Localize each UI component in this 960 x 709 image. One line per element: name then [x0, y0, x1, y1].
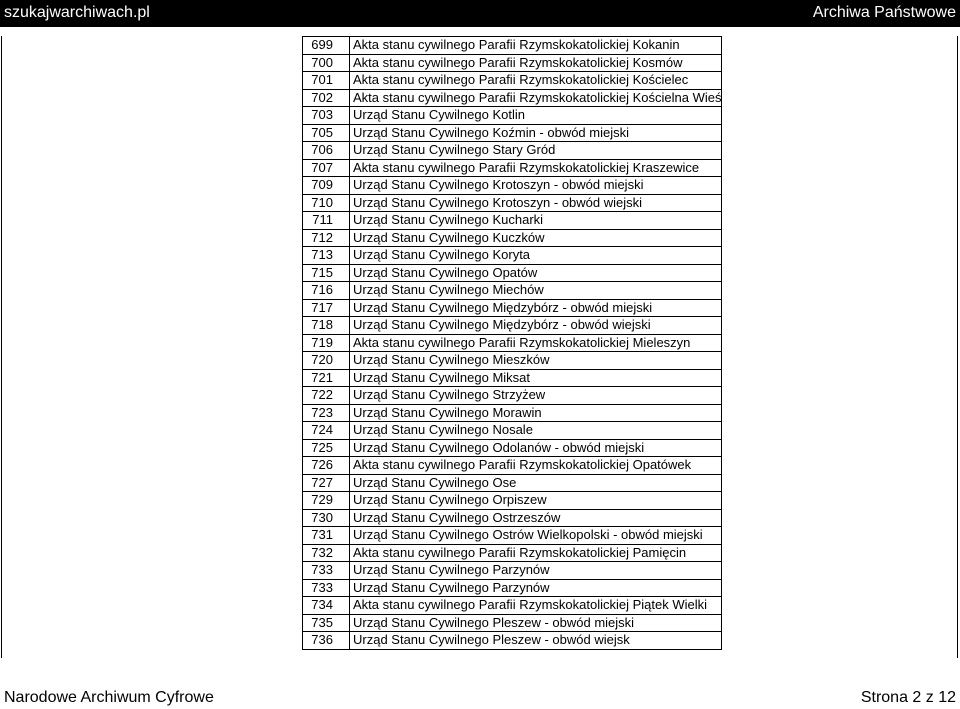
record-name: Urząd Stanu Cywilnego Ostrów Wielkopolski - obwód miejski: [350, 527, 722, 545]
table-row: [303, 264, 722, 282]
record-number: 731: [303, 527, 350, 545]
record-name: Urząd Stanu Cywilnego Miksat: [350, 369, 722, 387]
table-row: [303, 299, 722, 317]
table-row: [303, 282, 722, 300]
record-name: Urząd Stanu Cywilnego Kucharki: [350, 212, 722, 230]
record-name: Urząd Stanu Cywilnego Parzynów: [350, 562, 722, 580]
table-row: [303, 54, 722, 72]
record-number: 713: [303, 247, 350, 265]
record-name: Urząd Stanu Cywilnego Stary Gród: [350, 142, 722, 160]
table-row: [303, 159, 722, 177]
table-row: [303, 632, 722, 650]
left-rule: [1, 36, 2, 658]
table-row: [303, 562, 722, 580]
record-number: 719: [303, 334, 350, 352]
record-name: Akta stanu cywilnego Parafii Rzymskokatolickiej Kościelec: [350, 72, 722, 90]
table-row: [303, 422, 722, 440]
table-row: [303, 544, 722, 562]
records-table: [302, 36, 722, 650]
table-row: [303, 439, 722, 457]
record-name: Urząd Stanu Cywilnego Strzyżew: [350, 387, 722, 405]
record-name: Akta stanu cywilnego Parafii Rzymskokatolickiej Piątek Wielki: [350, 597, 722, 615]
table-row: [303, 124, 722, 142]
record-name: Urząd Stanu Cywilnego Koźmin - obwód miejski: [350, 124, 722, 142]
record-number: 710: [303, 194, 350, 212]
record-name: Urząd Stanu Cywilnego Kuczków: [350, 229, 722, 247]
table-row: [303, 89, 722, 107]
header-bar: [0, 0, 960, 27]
table-row: [303, 492, 722, 510]
record-number: 706: [303, 142, 350, 160]
table-row: [303, 317, 722, 335]
record-name: Urząd Stanu Cywilnego Ostrzeszów: [350, 509, 722, 527]
record-number: 699: [303, 37, 350, 55]
record-name: Akta stanu cywilnego Parafii Rzymskokatolickiej Kraszewice: [350, 159, 722, 177]
record-number: 721: [303, 369, 350, 387]
footer-organization: Narodowe Archiwum Cyfrowe: [4, 689, 214, 706]
record-number: 732: [303, 544, 350, 562]
record-name: Urząd Stanu Cywilnego Nosale: [350, 422, 722, 440]
record-number: 707: [303, 159, 350, 177]
record-number: 712: [303, 229, 350, 247]
record-number: 736: [303, 632, 350, 650]
table-row: [303, 142, 722, 160]
table-row: [303, 177, 722, 195]
record-name: Urząd Stanu Cywilnego Międzybórz - obwód miejski: [350, 299, 722, 317]
record-name: Akta stanu cywilnego Parafii Rzymskokatolickiej Opatówek: [350, 457, 722, 475]
record-name: Urząd Stanu Cywilnego Międzybórz - obwód wiejski: [350, 317, 722, 335]
record-name: Urząd Stanu Cywilnego Miechów: [350, 282, 722, 300]
record-name: Urząd Stanu Cywilnego Krotoszyn - obwód wiejski: [350, 194, 722, 212]
record-name: Urząd Stanu Cywilnego Morawin: [350, 404, 722, 422]
record-number: 700: [303, 54, 350, 72]
record-name: Urząd Stanu Cywilnego Opatów: [350, 264, 722, 282]
table-row: [303, 597, 722, 615]
record-name: Urząd Stanu Cywilnego Koryta: [350, 247, 722, 265]
record-name: Urząd Stanu Cywilnego Parzynów: [350, 579, 722, 597]
table-row: [303, 247, 722, 265]
table-row: [303, 107, 722, 125]
record-name: Akta stanu cywilnego Parafii Rzymskokatolickiej Pamięcin: [350, 544, 722, 562]
table-row: [303, 509, 722, 527]
table-row: [303, 579, 722, 597]
record-number: 711: [303, 212, 350, 230]
table-row: [303, 614, 722, 632]
table-row: [303, 352, 722, 370]
record-name: Urząd Stanu Cywilnego Pleszew - obwód wiejsk: [350, 632, 722, 650]
table-row: [303, 527, 722, 545]
table-row: [303, 404, 722, 422]
header-title: Archiwa Państwowe: [812, 4, 956, 21]
record-number: 715: [303, 264, 350, 282]
record-number: 717: [303, 299, 350, 317]
record-number: 702: [303, 89, 350, 107]
record-number: 735: [303, 614, 350, 632]
record-name: Akta stanu cywilnego Parafii Rzymskokatolickiej Kosmów: [350, 54, 722, 72]
table-row: [303, 212, 722, 230]
page-indicator: Strona 2 z 12: [860, 689, 956, 706]
record-number: 734: [303, 597, 350, 615]
record-name: Akta stanu cywilnego Parafii Rzymskokatolickiej Mieleszyn: [350, 334, 722, 352]
record-number: 727: [303, 474, 350, 492]
record-number: 724: [303, 422, 350, 440]
table-row: [303, 474, 722, 492]
record-name: Urząd Stanu Cywilnego Kotlin: [350, 107, 722, 125]
records-body: [303, 37, 722, 650]
table-row: [303, 387, 722, 405]
record-number: 722: [303, 387, 350, 405]
record-name: Urząd Stanu Cywilnego Orpiszew: [350, 492, 722, 510]
table-row: [303, 194, 722, 212]
record-name: Urząd Stanu Cywilnego Krotoszyn - obwód miejski: [350, 177, 722, 195]
record-name: Urząd Stanu Cywilnego Ose: [350, 474, 722, 492]
record-name: Akta stanu cywilnego Parafii Rzymskokatolickiej Kościelna Wieś: [350, 89, 722, 107]
record-name: Urząd Stanu Cywilnego Pleszew - obwód miejski: [350, 614, 722, 632]
record-name: Urząd Stanu Cywilnego Odolanów - obwód miejski: [350, 439, 722, 457]
right-rule: [957, 36, 958, 658]
record-number: 705: [303, 124, 350, 142]
record-number: 725: [303, 439, 350, 457]
record-number: 716: [303, 282, 350, 300]
record-name: Akta stanu cywilnego Parafii Rzymskokatolickiej Kokanin: [350, 37, 722, 55]
record-number: 701: [303, 72, 350, 90]
record-number: 723: [303, 404, 350, 422]
table-row: [303, 369, 722, 387]
record-number: 703: [303, 107, 350, 125]
table-row: [303, 334, 722, 352]
record-number: 726: [303, 457, 350, 475]
record-number: 709: [303, 177, 350, 195]
table-row: [303, 37, 722, 55]
record-number: 720: [303, 352, 350, 370]
record-number: 733: [303, 562, 350, 580]
record-name: Urząd Stanu Cywilnego Mieszków: [350, 352, 722, 370]
record-number: 729: [303, 492, 350, 510]
table-row: [303, 72, 722, 90]
site-name: szukajwarchiwach.pl: [4, 4, 150, 21]
record-number: 730: [303, 509, 350, 527]
table-row: [303, 457, 722, 475]
record-number: 718: [303, 317, 350, 335]
record-number: 733: [303, 579, 350, 597]
table-row: [303, 229, 722, 247]
